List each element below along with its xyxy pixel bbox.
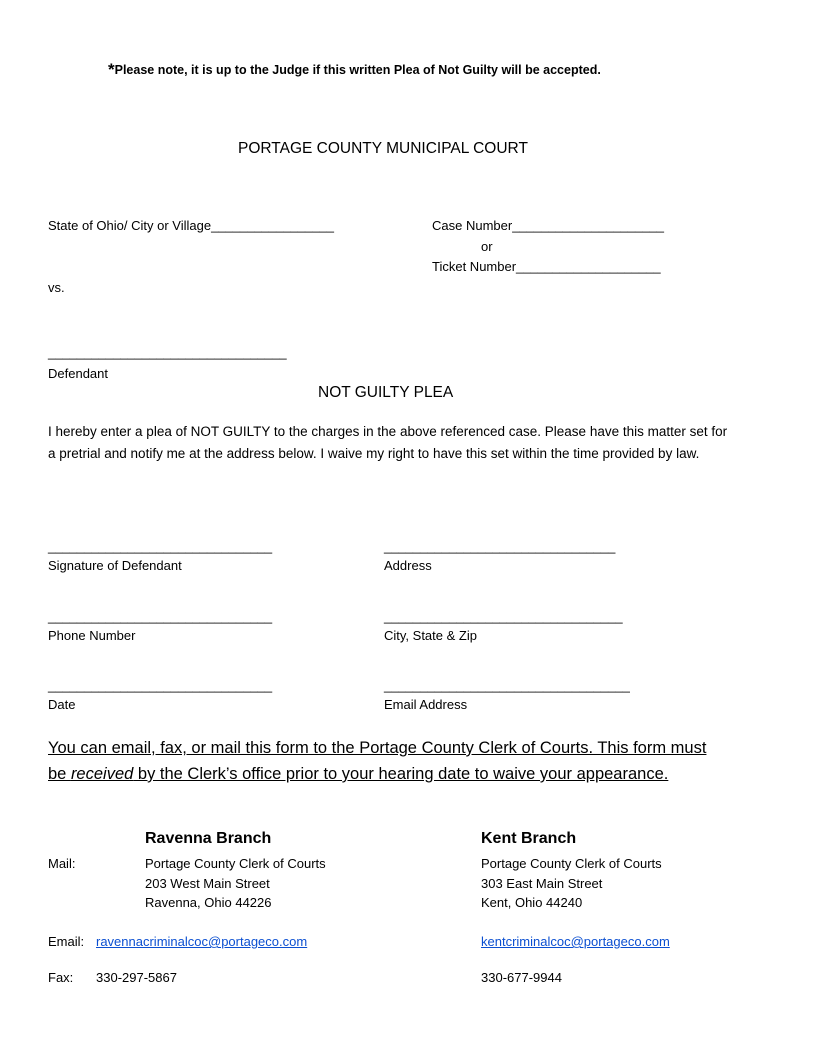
kent-branch-title: Kent Branch (481, 830, 577, 847)
plea-title: NOT GUILTY PLEA (318, 384, 454, 401)
address-label: Address (384, 558, 432, 573)
instructions-part1: You can email, fax, or mail this form to the Portage County Clerk of Courts. This form must be (48, 739, 707, 783)
signature-label: Signature of Defendant (48, 558, 182, 573)
state-city-field[interactable]: State of Ohio/ City or Village_________________ (48, 218, 334, 233)
submission-instructions (48, 735, 728, 787)
email-label: Email: (48, 934, 85, 949)
date-line[interactable]: _______________________________ (48, 678, 273, 693)
defendant-name-line[interactable]: _________________________________ (48, 345, 287, 360)
defendant-label: Defendant (48, 366, 108, 381)
phone-label: Phone Number (48, 628, 136, 643)
kent-email-link[interactable]: kentcriminalcoc@portageco.com (481, 934, 670, 949)
plea-text: I hereby enter a plea of NOT GUILTY to the charges in the above referenced case. Please have this matter set for a pretrial and notify me at the address below. I waive my right to have this set within the time provided by law. (48, 424, 728, 461)
phone-line[interactable]: _______________________________ (48, 609, 273, 624)
kent-fax: 330-677-9944 (481, 970, 562, 985)
email-address-line[interactable]: __________________________________ (384, 678, 630, 693)
case-number-field[interactable]: Case Number_____________________ (432, 218, 665, 233)
kent-address-line1: Portage County Clerk of Courts (481, 856, 662, 871)
ravenna-fax: 330-297-5867 (96, 970, 177, 985)
or-text: or (481, 239, 493, 254)
city-state-zip-line[interactable]: _________________________________ (384, 609, 623, 624)
judge-note (108, 60, 601, 80)
ravenna-email-link[interactable]: ravennacriminalcoc@portageco.com (96, 934, 308, 949)
ravenna-branch-title: Ravenna Branch (145, 830, 272, 847)
ravenna-address-line1: Portage County Clerk of Courts (145, 856, 326, 871)
note-text: Please note, it is up to the Judge if this written Plea of Not Guilty will be accepted. (114, 63, 601, 77)
mail-label: Mail: (48, 856, 76, 871)
city-state-zip-label: City, State & Zip (384, 628, 477, 643)
vs-text: vs. (48, 280, 65, 295)
date-label: Date (48, 697, 76, 712)
instructions-emphasis: received (70, 765, 134, 783)
kent-address-line3: Kent, Ohio 44240 (481, 895, 583, 910)
fax-label: Fax: (48, 970, 74, 985)
note-asterisk: * (108, 60, 115, 79)
instructions-part2: by the Clerk’s office prior to your hearing date to waive your appearance. (133, 765, 669, 783)
ravenna-address-line2: 203 West Main Street (145, 876, 270, 891)
kent-address-line2: 303 East Main Street (481, 876, 603, 891)
email-address-label: Email Address (384, 697, 468, 712)
ravenna-address-line3: Ravenna, Ohio 44226 (145, 895, 272, 910)
ticket-number-field[interactable]: Ticket Number____________________ (432, 259, 661, 274)
court-name: PORTAGE COUNTY MUNICIPAL COURT (238, 140, 528, 157)
address-line[interactable]: ________________________________ (384, 539, 616, 554)
signature-line[interactable]: _______________________________ (48, 539, 273, 554)
